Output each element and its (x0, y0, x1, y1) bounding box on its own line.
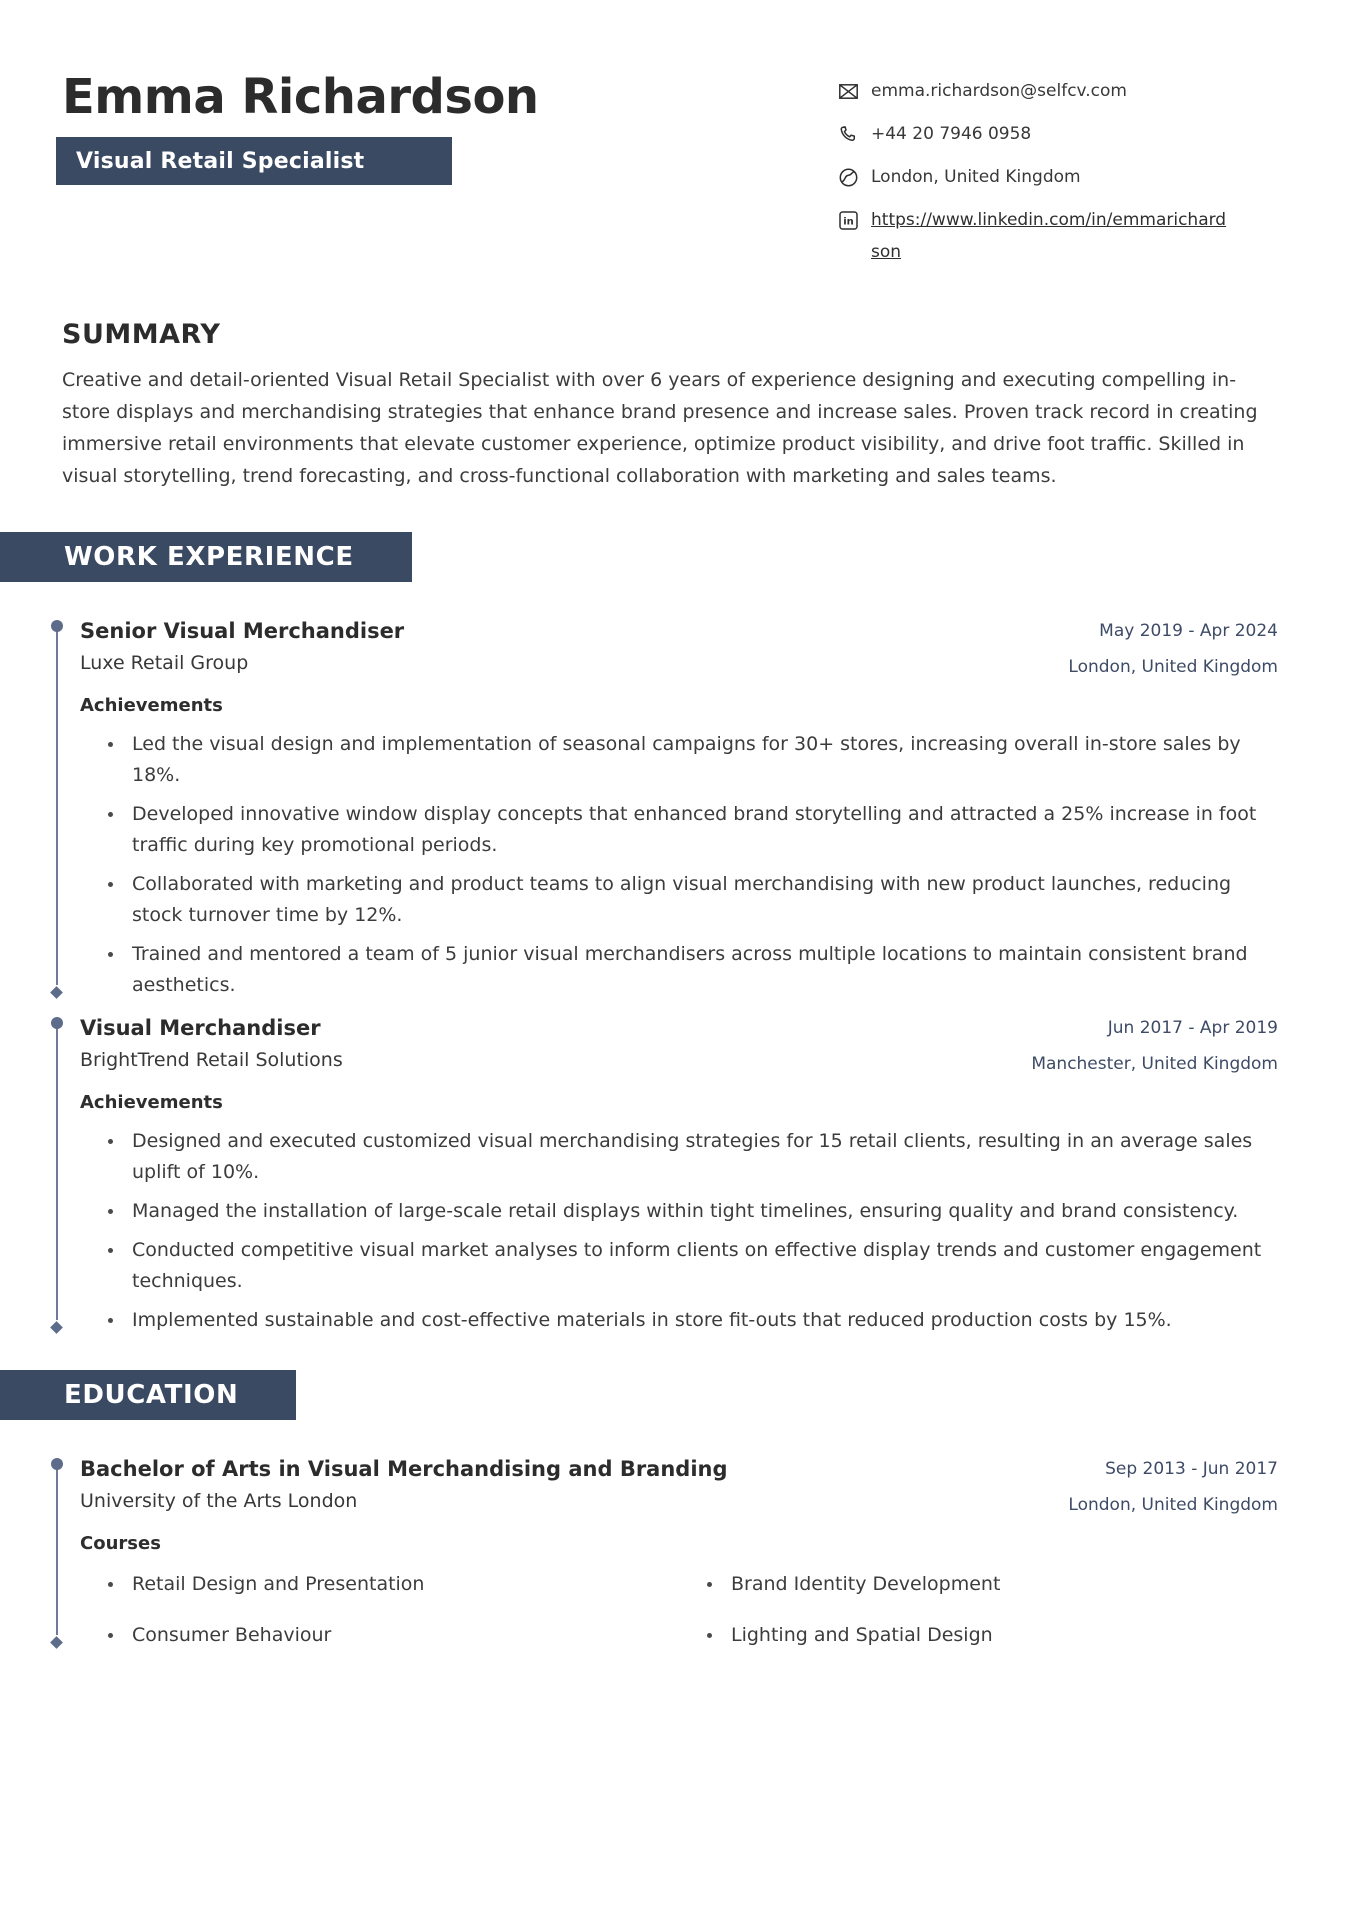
school-name: University of the Arts London (80, 1490, 358, 1512)
bullet-icon (707, 1633, 712, 1638)
job-dates: Jun 2017 - Apr 2019 (1107, 1018, 1278, 1038)
bullet-icon (108, 1633, 113, 1638)
achievement-text: Conducted competitive visual market analyses to inform clients on effective display trends and customer engagement techniques. (132, 1239, 1262, 1292)
summary-text: Creative and detail-oriented Visual Retail Specialist with over 6 years of experience designing and executing compelling in-store displays and merchandising strategies that enhance brand presence and increase sales. Proven track record in creating immersive retail environments that elevate customer experience, optimize product visibility, and drive foot traffic. Skilled in visual storytelling, trend forecasting, and cross-functional collaboration with marketing and sales teams. (62, 369, 1258, 487)
courses-label: Courses (80, 1533, 161, 1554)
bullet-icon (108, 1209, 113, 1214)
course-text: Brand Identity Development (731, 1573, 1001, 1595)
job-location: London, United Kingdom (1068, 657, 1278, 677)
course-item (80, 1569, 679, 1600)
achievements-list (80, 729, 1278, 1001)
achievement-text: Trained and mentored a team of 5 junior visual merchandisers across multiple locations to maintain consistent brand aesthetics. (132, 943, 1248, 996)
location-globe-icon (838, 167, 859, 188)
job-header-left (80, 1015, 343, 1073)
summary-section (62, 319, 1278, 492)
contact-row-linkedin (838, 209, 1278, 268)
course-text: Retail Design and Presentation (132, 1573, 425, 1595)
education-header-right (1068, 1456, 1278, 1518)
contact-phone: +44 20 7946 0958 (871, 124, 1032, 144)
achievement-text: Led the visual design and implementation of seasonal campaigns for 30+ stores, increasing overall in-store sales by 18%. (132, 733, 1241, 786)
achievement-text: Managed the installation of large-scale retail displays within tight timelines, ensuring quality and brand consistency. (132, 1200, 1239, 1222)
course-text: Consumer Behaviour (132, 1624, 332, 1646)
job-location: Manchester, United Kingdom (1031, 1054, 1278, 1074)
phone-icon (838, 124, 859, 145)
achievement-item (80, 1235, 1278, 1297)
timeline-dot (51, 1017, 63, 1029)
job-company: BrightTrend Retail Solutions (80, 1049, 343, 1071)
bullet-icon (108, 1582, 113, 1587)
bullet-icon (707, 1582, 712, 1587)
header (62, 70, 1278, 289)
education-header-left (80, 1456, 728, 1514)
bullet-icon (108, 812, 113, 817)
achievement-item (80, 939, 1278, 1001)
achievements-label: Achievements (80, 695, 223, 716)
job-company: Luxe Retail Group (80, 652, 249, 674)
linkedin-icon (838, 210, 859, 231)
bullet-icon (108, 1248, 113, 1253)
bullet-icon (108, 1318, 113, 1323)
header-left (62, 70, 539, 289)
timeline-diamond (50, 986, 63, 999)
contact-row-location (838, 166, 1278, 188)
bullet-icon (108, 1139, 113, 1144)
job-header-right (1068, 618, 1278, 680)
summary-heading: SUMMARY (62, 319, 221, 350)
education-banner (0, 1370, 296, 1420)
achievement-item (80, 1305, 1278, 1336)
education-entry (62, 1456, 1278, 1651)
contact-email: emma.richardson@selfcv.com (871, 81, 1127, 101)
timeline-diamond (50, 1636, 63, 1649)
bullet-icon (108, 742, 113, 747)
achievements-list (80, 1126, 1278, 1336)
degree-title: Bachelor of Arts in Visual Merchandising and Branding (80, 1457, 728, 1481)
work-experience-heading: WORK EXPERIENCE (64, 542, 354, 572)
job-header (80, 618, 1278, 680)
job-entry-senior-visual-merchandiser (62, 618, 1278, 1001)
job-header-right (1031, 1015, 1278, 1077)
job-title: Visual Merchandiser (80, 1016, 321, 1040)
timeline-line (56, 1025, 58, 1320)
svg-text:in: in (843, 216, 854, 228)
education-dates: Sep 2013 - Jun 2017 (1105, 1459, 1278, 1479)
contact-row-phone (838, 123, 1278, 145)
email-icon (838, 81, 859, 102)
job-title-badge (56, 137, 452, 185)
education-location: London, United Kingdom (1068, 1495, 1278, 1515)
achievement-text: Developed innovative window display concepts that enhanced brand storytelling and attracted a 25% increase in foot traffic during key promotional periods. (132, 803, 1257, 856)
job-entry-visual-merchandiser (62, 1015, 1278, 1336)
contact-list (838, 80, 1278, 289)
contact-row-email (838, 80, 1278, 102)
courses-list (80, 1569, 1278, 1651)
timeline-dot (51, 620, 63, 632)
timeline-dot (51, 1458, 63, 1470)
course-item (80, 1620, 679, 1651)
job-dates: May 2019 - Apr 2024 (1099, 621, 1278, 641)
course-text: Lighting and Spatial Design (731, 1624, 993, 1646)
education-heading: EDUCATION (64, 1380, 239, 1410)
linkedin-link[interactable]: https://www.linkedin.com/in/emmarichardson (871, 210, 1227, 262)
timeline-line (56, 1466, 58, 1635)
achievement-item (80, 729, 1278, 791)
achievement-item (80, 799, 1278, 861)
candidate-name: Emma Richardson (62, 69, 539, 125)
education-header (80, 1456, 1278, 1518)
job-title: Senior Visual Merchandiser (80, 619, 405, 643)
achievement-text: Collaborated with marketing and product teams to align visual merchandising with new product launches, reducing stock turnover time by 12%. (132, 873, 1232, 926)
work-experience-banner (0, 532, 412, 582)
job-header-left (80, 618, 404, 676)
achievement-item (80, 1196, 1278, 1227)
bullet-icon (108, 882, 113, 887)
achievement-item (80, 869, 1278, 931)
timeline-line (56, 628, 58, 985)
achievement-text: Implemented sustainable and cost-effective materials in store fit-outs that reduced production costs by 15%. (132, 1309, 1172, 1331)
achievement-text: Designed and executed customized visual merchandising strategies for 15 retail clients, resulting in an average sales uplift of 10%. (132, 1130, 1253, 1183)
bullet-icon (108, 952, 113, 957)
job-title-text: Visual Retail Specialist (76, 148, 365, 174)
achievements-label: Achievements (80, 1092, 223, 1113)
course-item (679, 1569, 1278, 1600)
achievement-item (80, 1126, 1278, 1188)
job-header (80, 1015, 1278, 1077)
course-item (679, 1620, 1278, 1651)
timeline-diamond (50, 1321, 63, 1334)
contact-location: London, United Kingdom (871, 167, 1081, 187)
